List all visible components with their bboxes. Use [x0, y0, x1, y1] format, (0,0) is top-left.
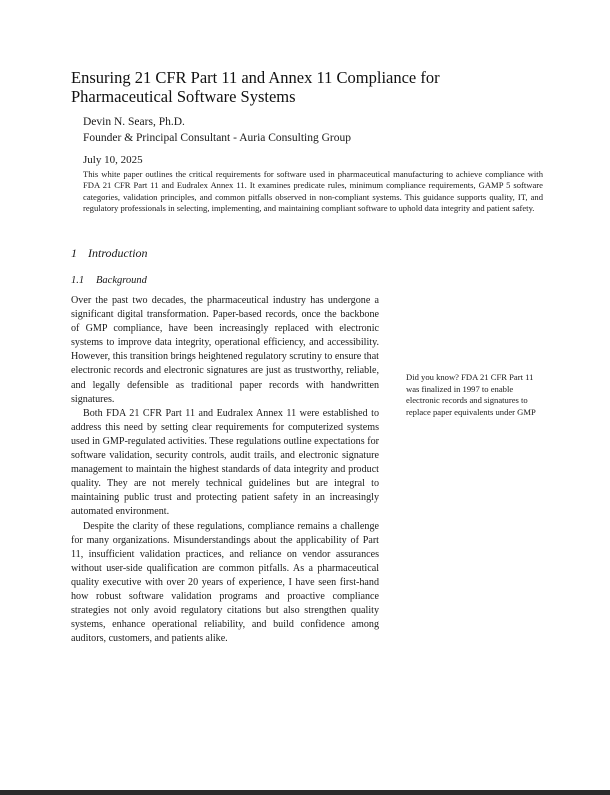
section-title: Introduction: [88, 246, 148, 260]
paper-title: Ensuring 21 CFR Part 11 and Annex 11 Compliance for Pharmaceutical Software Systems: [71, 68, 440, 106]
paragraph: Despite the clarity of these regulations, compliance remains a challenge for many organizations. Misunderstandings about the applicability of Part 11, insufficient validation practices, and reliance on vendor assurances without user-side qualification are common pitfalls. As a pharmaceutical quality executive with over 20 years of experience, I have seen first-hand how robust software validation programs and proactive compliance strategies not only avoid regulatory citations but also strengthen quality systems, enhance operational reliability, and build confidence among auditors, customers, and patients alike.: [71, 520, 379, 645]
publication-date: July 10, 2025: [83, 154, 143, 166]
body-text: [71, 294, 379, 646]
subsection-number: 1.1: [71, 275, 85, 286]
abstract: This white paper outlines the critical requirements for software used in pharmaceutical manufacturing to achieve compliance with FDA 21 CFR Part 11 and Eudralex Annex 11. It examines predicate rules, minimum compliance requirements, GAMP 5 software categories, validation principles, and common pitfalls observed in non-compliant systems. This guidance supports quality, IT, and regulatory professionals in selecting, implementing, and maintaining compliant software to uphold data integrity and patient safety.: [83, 169, 543, 213]
subsection-heading: [71, 275, 147, 286]
viewer-bottom-bar: [0, 790, 610, 795]
subsection-title: Background: [96, 275, 147, 286]
author-name: Devin N. Sears, Ph.D.: [83, 116, 185, 128]
section-number: 1: [71, 246, 77, 260]
margin-note: Did you know? FDA 21 CFR Part 11 was finalized in 1997 to enable electronic records and signatures to replace paper equivalents under GMP: [406, 372, 536, 417]
author-affiliation: Founder & Principal Consultant - Auria Consulting Group: [83, 132, 351, 144]
author-block: [83, 114, 351, 146]
paragraph: Over the past two decades, the pharmaceutical industry has undergone a significant digital transformation. Paper-based records, once the backbone of GMP compliance, have been increasingly replaced with electronic systems to improve data integrity, operational efficiency, and accessibility. However, this transition brings heightened regulatory scrutiny to ensure that electronic records and electronic signatures are just as trustworthy, reliable, and legally defensible as traditional paper records with handwritten signatures.: [71, 295, 379, 405]
section-heading: [71, 246, 148, 261]
paragraph: Both FDA 21 CFR Part 11 and Eudralex Annex 11 were established to address this need by setting clear requirements for computerized systems used in GMP-regulated activities. These regulations outline expectations for software validation, security controls, audit trails, and electronic signature management to maintain the highest standards of data integrity and product quality. They are not merely technical guidelines but are integral to maintaining public trust and protecting patient safety in an increasingly automated environment.: [71, 407, 379, 518]
